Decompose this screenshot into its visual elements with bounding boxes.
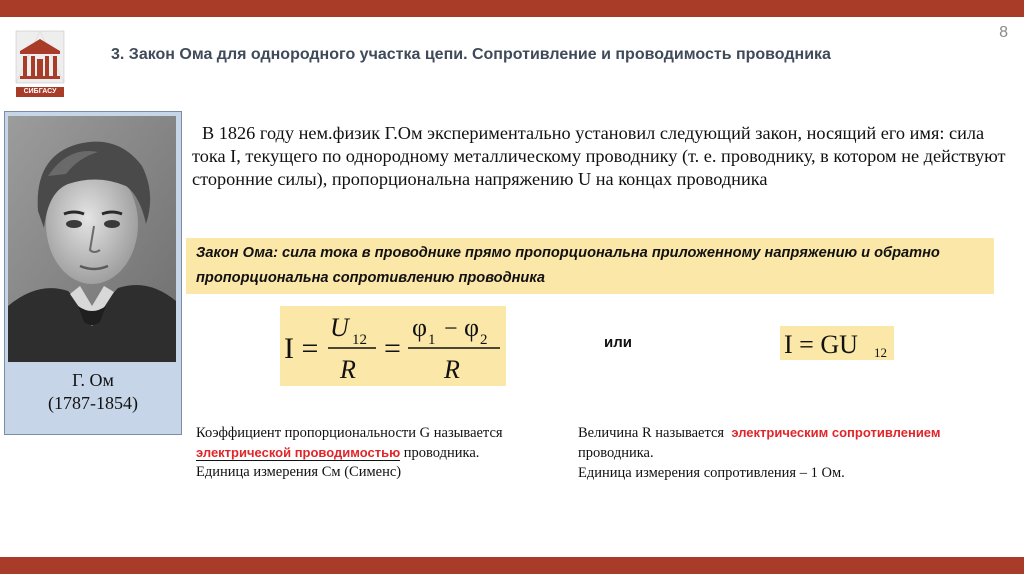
resistance-note xyxy=(578,423,1018,483)
formula-phi1: φ xyxy=(412,313,428,342)
conductance-unit: Единица измерения См (Сименс) xyxy=(196,464,402,480)
ohm-law-statement: Закон Ома: сила тока в проводнике прямо пропорциональна приложенному напряжению и обратно пропорциональна сопротивлению проводника xyxy=(186,238,994,294)
intro-text: В 1826 году нем.физик Г.Ом экспериментально установил следующий закон, носящий его имя: сила тока I, текущего по однородному металлическому проводнику (т. е. проводнику, в котором не действуют сторонние силы), пропорциональна напряжению U на концах проводника xyxy=(192,123,1006,189)
top-accent-bar xyxy=(0,0,1024,17)
conductance-term: электрической проводимостью xyxy=(196,445,401,460)
formula-minus: − xyxy=(444,316,458,342)
formula-lhs: I = xyxy=(284,332,319,365)
slide-title: 3. Закон Ома для однородного участка цепи. Сопротивление и проводимость проводника xyxy=(111,46,831,63)
conductance-formula-text: I = GU xyxy=(784,330,858,359)
resistance-note-part1: Величина R называется xyxy=(578,425,725,441)
conductance-note xyxy=(196,424,576,482)
formula-r1: R xyxy=(340,355,356,384)
formula-u-sub: 12 xyxy=(352,332,367,348)
or-label: или xyxy=(604,334,632,351)
conductance-note-part2: проводника. xyxy=(400,445,480,461)
portrait-caption-name: Г. Ом xyxy=(72,370,114,390)
logo-text: СИБГАСУ xyxy=(23,88,57,95)
portrait-caption-years: (1787-1854) xyxy=(48,393,138,413)
formula-u: U xyxy=(330,313,349,342)
bottom-accent-bar xyxy=(0,557,1024,574)
conductance-formula-sub: 12 xyxy=(874,345,887,360)
intro-paragraph xyxy=(192,122,1022,191)
ohm-portrait-image xyxy=(8,116,176,362)
formula-phi2-sub: 2 xyxy=(480,332,488,348)
page-number: 8 xyxy=(999,24,1008,41)
conductance-note-part1: Коэффициент пропорциональности G называется xyxy=(196,425,503,441)
conductance-formula xyxy=(780,326,894,360)
resistance-note-part2: проводника. xyxy=(578,445,654,461)
resistance-term: электрическим сопротивлением xyxy=(731,425,941,440)
resistance-unit: Единица измерения сопротивления – 1 Ом. xyxy=(578,465,845,481)
formula-eq: = xyxy=(384,332,401,365)
university-logo xyxy=(10,25,70,105)
ohm-law-formula xyxy=(280,306,506,386)
formula-phi1-sub: 1 xyxy=(428,332,436,348)
formula-r2: R xyxy=(444,355,460,384)
formula-phi2: φ xyxy=(464,313,480,342)
